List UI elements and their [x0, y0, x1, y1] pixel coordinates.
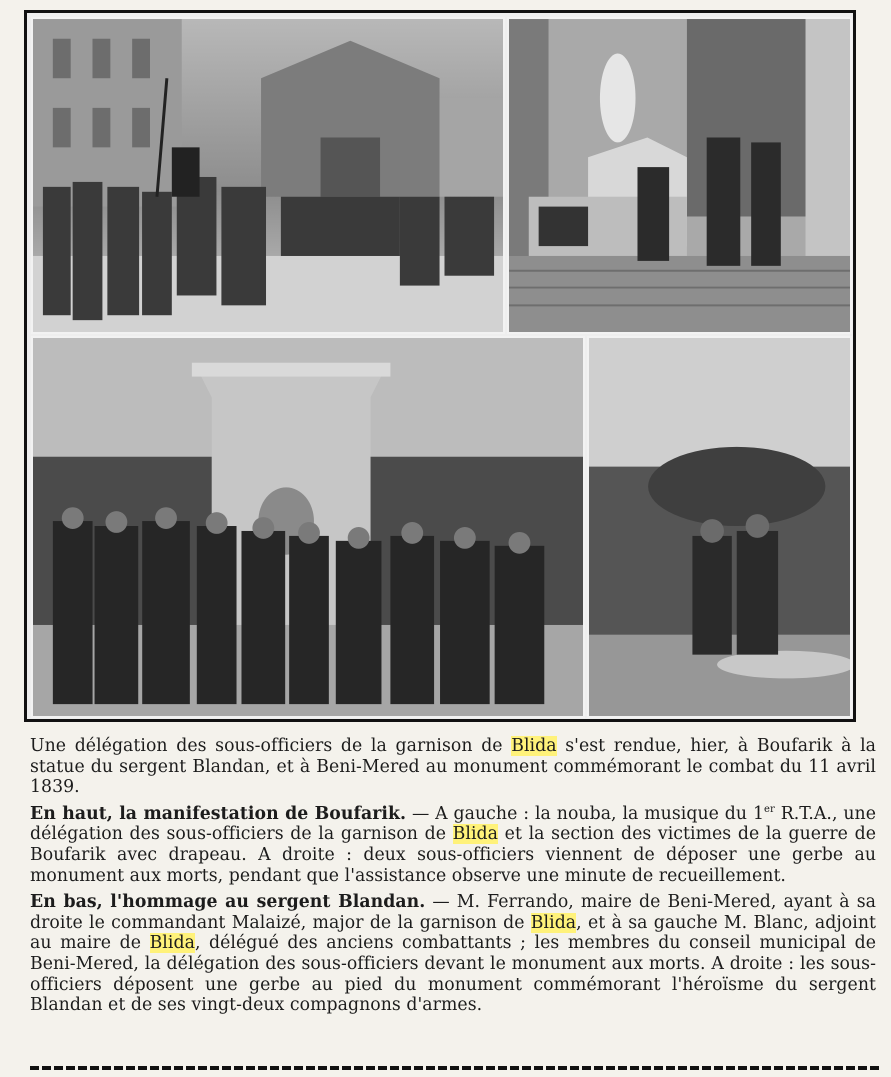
- group-at-monument-photo: [31, 336, 585, 718]
- superscript: er: [764, 804, 775, 816]
- dashed-separator: [30, 1066, 880, 1070]
- caption-top-description: [30, 804, 876, 886]
- photo-caption: [30, 736, 876, 1022]
- caption-lead: En haut, la manifestation de Boufarik.: [30, 803, 407, 824]
- caption-text: et la section des victimes de la guerre de Boufarik avec drapeau. A droite : deux sous-officiers viennent de déposer une gerbe au monument aux morts, pendant que l'assistance observe une minute de recueillement.: [30, 824, 876, 886]
- caption-text: , et à sa gauche M. Blanc, adjoint au maire de: [30, 912, 876, 954]
- highlighted-term: Blida: [149, 933, 195, 954]
- highlighted-term: Blida: [452, 824, 499, 845]
- caption-text: , délégué des anciens combattants ; les membres du conseil municipal de Beni-Mered, la délégation des sous-officiers devant le monument aux morts. A droite : les sous-officiers déposent une gerbe au pied du monument commémorant l'héroïsme du sergent Blandan et de ses vingt-deux compagnons d'armes.: [30, 933, 876, 1016]
- parade-photo: [31, 17, 505, 334]
- caption-text: — M. Ferrando, maire de Beni-Mered, ayant à sa droite le commandant Malaizé, major de la garnison de: [30, 892, 876, 933]
- caption-text: — A gauche : la nouba, la musique du 1: [406, 803, 765, 824]
- caption-lead: En bas, l'hommage au sergent Blandan.: [30, 892, 426, 913]
- caption-text: R.T.A., une délégation des sous-officiers de la garnison de: [30, 803, 876, 845]
- wreath-photo: [587, 336, 852, 718]
- caption-bottom-description: [30, 892, 876, 1016]
- caption-text: Une délégation des sous-officiers de la garnison de: [30, 736, 512, 756]
- caption-text: s'est rendue, hier, à Boufarik à la statue du sergent Blandan, et à Beni-Mered au monument commémorant le combat du 11 avril 1839.: [30, 736, 876, 798]
- war-memorial-photo: [507, 17, 852, 334]
- caption-intro: [30, 736, 876, 798]
- highlighted-term: Blida: [511, 736, 557, 756]
- highlighted-term: Blida: [530, 912, 577, 933]
- photo-collage: [24, 10, 856, 722]
